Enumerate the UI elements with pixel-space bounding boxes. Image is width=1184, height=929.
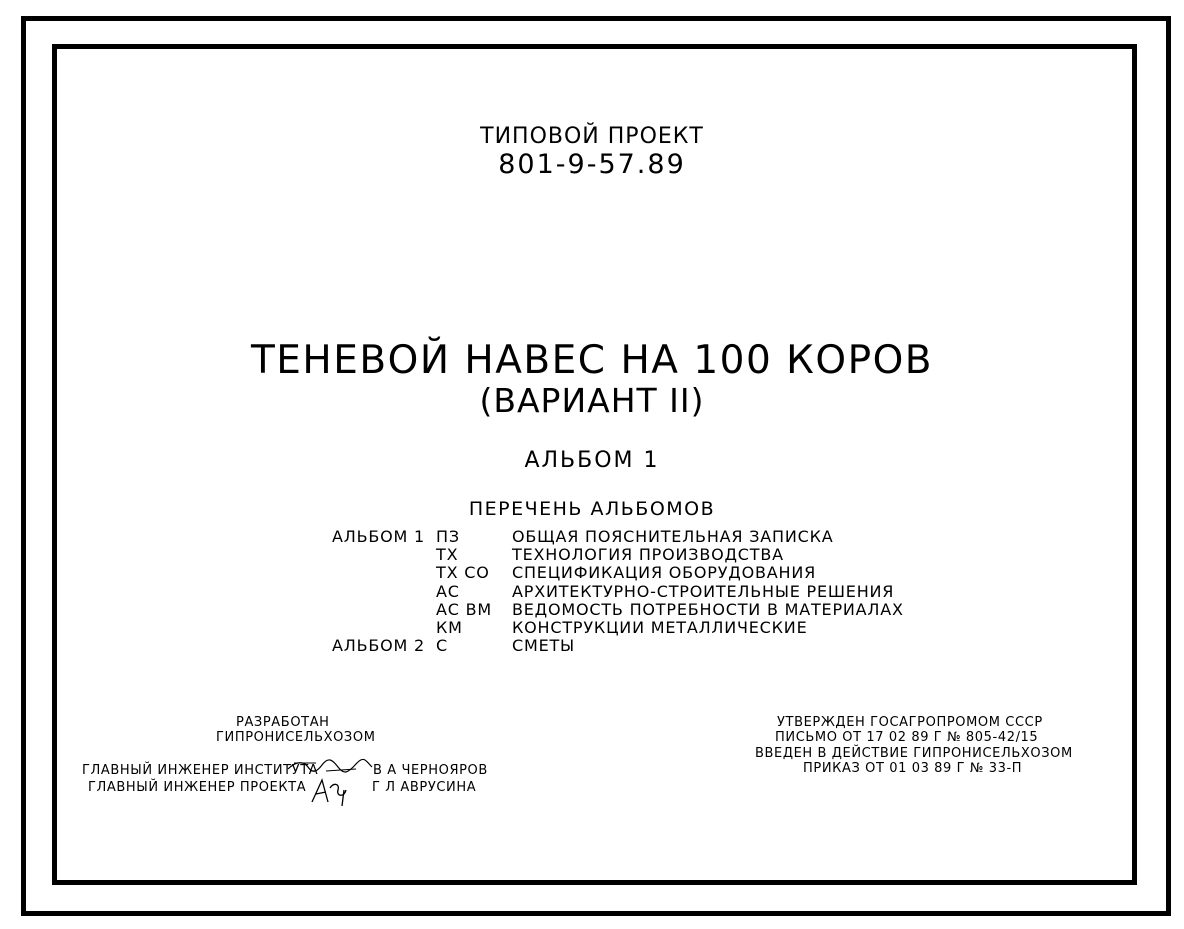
album-cell: АЛЬБОМ 1 [332, 527, 425, 546]
code-cell: С [436, 636, 448, 655]
developer-line-2: ГИПРОНИСЕЛЬХОЗОМ [216, 730, 376, 745]
signature-institute-icon [286, 757, 376, 777]
albums-list-heading: ПЕРЕЧЕНЬ АЛЬБОМОВ [468, 498, 716, 520]
chief-engineer-institute-label: ГЛАВНЫЙ ИНЖЕНЕР ИНСТИТУТА [82, 763, 319, 778]
name-cell: КОНСТРУКЦИИ МЕТАЛЛИЧЕСКИЕ [512, 618, 808, 637]
name-cell: ОБЩАЯ ПОЯСНИТЕЛЬНАЯ ЗАПИСКА [512, 527, 834, 546]
name-cell: АРХИТЕКТУРНО-СТРОИТЕЛЬНЫЕ РЕШЕНИЯ [512, 582, 895, 601]
name-cell: ВЕДОМОСТЬ ПОТРЕБНОСТИ В МАТЕРИАЛАХ [512, 600, 904, 619]
approval-line-3: ВВЕДЕН В ДЕЙСТВИЕ ГИПРОНИСЕЛЬХОЗОМ [755, 746, 1073, 761]
name-cell: СПЕЦИФИКАЦИЯ ОБОРУДОВАНИЯ [512, 563, 817, 582]
code-cell: ТХ СО [436, 563, 490, 582]
code-cell: ПЗ [436, 527, 460, 546]
album-number: АЛЬБОМ 1 [524, 448, 660, 473]
code-cell: ТХ [436, 545, 459, 564]
chief-engineer-project-label: ГЛАВНЫЙ ИНЖЕНЕР ПРОЕКТА [88, 780, 307, 795]
approval-line-4: ПРИКАЗ ОТ 01 03 89 Г № 33-П [803, 761, 1023, 776]
variant-subtitle: (ВАРИАНТ II) [479, 381, 705, 420]
name-cell: ТЕХНОЛОГИЯ ПРОИЗВОДСТВА [512, 545, 784, 564]
approval-line-2: ПИСЬМО ОТ 17 02 89 Г № 805-42/15 [775, 730, 1039, 745]
developer-line-1: РАЗРАБОТАН [236, 715, 330, 730]
document-title: ТЕНЕВОЙ НАВЕС НА 100 КОРОВ [250, 338, 934, 383]
code-cell: КМ [436, 618, 463, 637]
project-number: 801-9-57.89 [498, 149, 686, 180]
code-cell: АС ВМ [436, 600, 492, 619]
project-label: ТИПОВОЙ ПРОЕКТ [480, 124, 704, 149]
approval-line-1: УТВЕРЖДЕН ГОСАГРОПРОМОМ СССР [777, 715, 1043, 730]
album-cell: АЛЬБОМ 2 [332, 636, 425, 655]
chief-engineer-institute-name: В А ЧЕРНОЯРОВ [373, 763, 488, 778]
code-cell: АС [436, 582, 460, 601]
name-cell: СМЕТЫ [512, 636, 575, 655]
chief-engineer-project-name: Г Л АВРУСИНА [372, 780, 477, 795]
signature-project-icon [308, 776, 356, 808]
